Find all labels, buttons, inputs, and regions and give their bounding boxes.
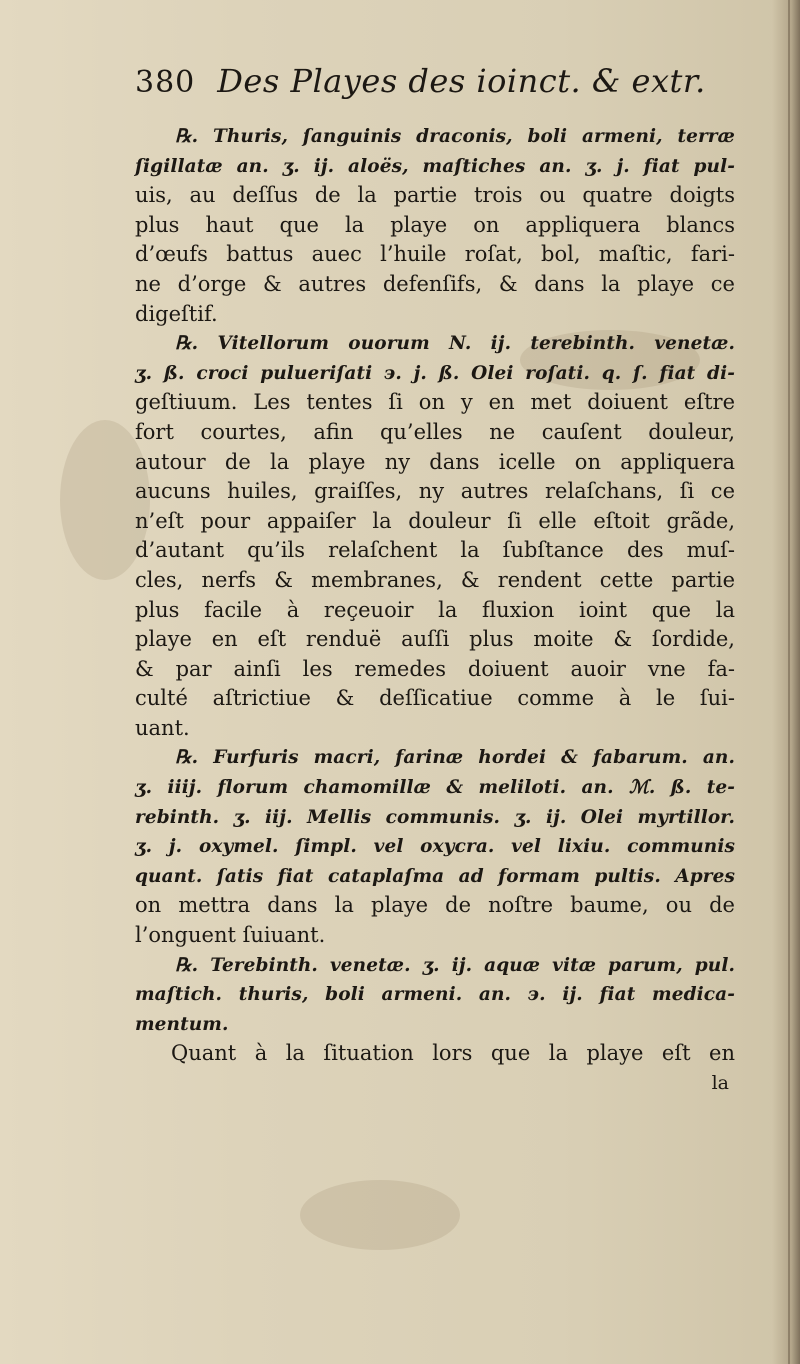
text-line: on mettra dans la playe de noſtre baume, ou de <box>135 893 735 918</box>
gutter-edge <box>788 0 790 1364</box>
text-line: ℞. Terebinth. venetæ. ʒ. ij. aquæ vitæ parum, pul. <box>175 954 735 976</box>
text-line: rebinth. ʒ. iij. Mellis communis. ʒ. ij. Olei myrtillor. <box>135 806 735 828</box>
text-line: culté aſtrictiue & deſſicatiue comme à le ſui- <box>135 686 735 711</box>
paper-stain <box>300 1180 460 1250</box>
text-line: ʒ. ß. croci pulueriſati ϶. j. ß. Olei roſati. q. ſ. fiat di- <box>135 362 735 384</box>
text-line: uis, au deſſus de la partie trois ou quatre doigts <box>135 183 735 208</box>
body-text <box>135 122 735 1099</box>
text-line: mentum. <box>135 1013 229 1035</box>
text-line: geſtiuum. Les tentes ſi on y en met doiuent eſtre <box>135 390 735 415</box>
text-line: plus haut que la playe on appliquera blancs <box>135 212 735 237</box>
text-line: ℞. Thuris, ſanguinis draconis, boli armeni, terræ <box>175 126 735 147</box>
text-line: playe en eſt renduë auſſi plus moite & ſordide, <box>135 627 735 652</box>
text-line: ſigillatæ an. ʒ. ij. aloës, maſtiches an. ʒ. j. fiat pul- <box>135 155 735 177</box>
text-line: d’œufs battus auec l’huile roſat, bol, maſtic, fari- <box>135 242 735 267</box>
text-line: uant. <box>135 715 190 740</box>
text-line: ℞. Furfuris macri, farinæ hordei & fabarum. an. <box>175 747 735 769</box>
text-line: & par ainſi les remedes doiuent auoir vne fa- <box>135 656 735 681</box>
text-line: l’onguent ſuiuant. <box>135 923 326 948</box>
text-line: ne d’orge & autres defenſifs, & dans la playe ce <box>135 271 735 296</box>
text-line: ʒ. j. oxymel. ſimpl. vel oxycra. vel lixiu. communis <box>135 836 735 858</box>
text-line: Quant à la ſituation lors que la playe eſt en <box>171 1041 735 1066</box>
text-line: maſtich. thuris, boli armeni. an. ϶. ij. fiat medica- <box>135 984 735 1006</box>
running-head: Des Playes des ioinct. & extr. <box>217 62 706 100</box>
text-line: quant. ſatis fiat cataplaſma ad formam pultis. Apres <box>135 865 735 887</box>
text-line: ℞. Vitellorum ouorum N. ij. terebinth. venetæ. <box>175 333 735 355</box>
text-line: fort courtes, afin qu’elles ne cauſent douleur, <box>135 419 735 444</box>
text-line: n’eſt pour appaiſer la douleur ſi elle eſtoit grãde, <box>135 508 735 533</box>
text-line: d’autant qu’ils relaſchent la ſubſtance des muſ- <box>135 538 735 563</box>
text-line: autour de la playe ny dans icelle on appliquera <box>135 449 735 474</box>
text-line: digeſtif. <box>135 301 218 326</box>
text-line: plus facile à reçeuoir la fluxion ioint que la <box>135 597 735 622</box>
page-header <box>135 62 735 118</box>
text-line: cles, nerfs & membranes, & rendent cette partie <box>135 567 735 592</box>
page-number: 380 <box>135 65 196 100</box>
text-line: aucuns huiles, graiſſes, ny autres relaſchans, ſi ce <box>135 479 735 504</box>
text-line: la <box>711 1072 729 1094</box>
text-line: ʒ. iiij. florum chamomillæ & meliloti. an. ℳ. ß. te- <box>135 777 735 799</box>
text-block <box>135 62 735 1099</box>
gutter-shadow <box>772 0 800 1364</box>
